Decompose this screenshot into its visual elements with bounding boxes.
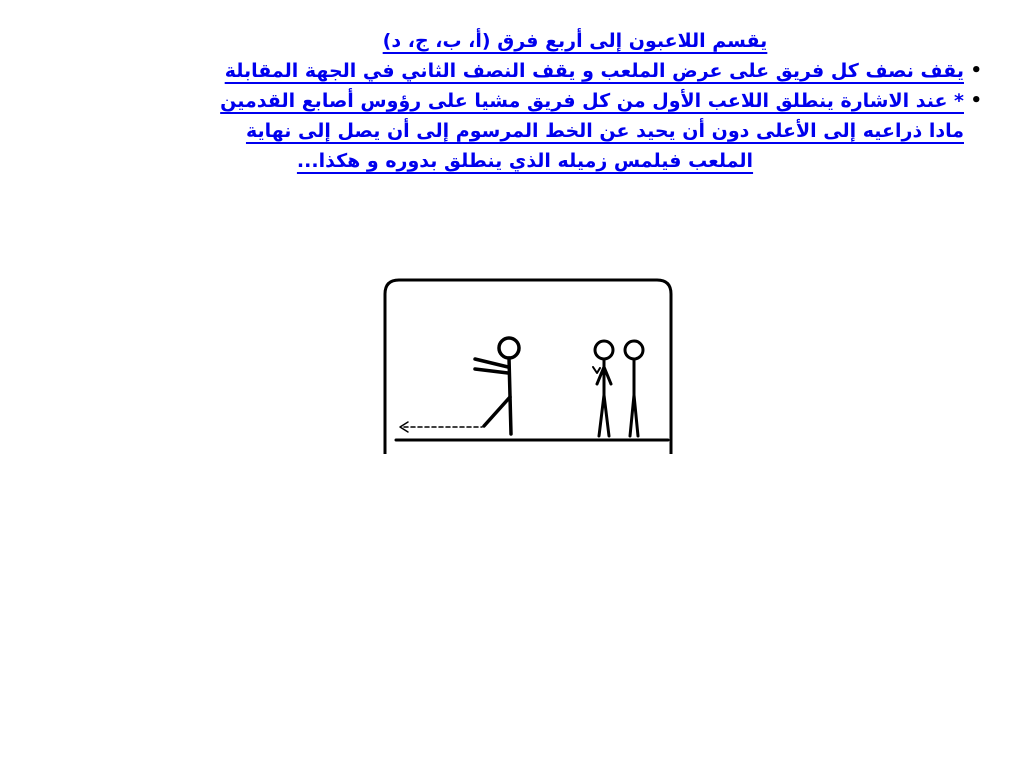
court-outline xyxy=(385,280,671,454)
court-illustration xyxy=(378,272,678,454)
bullet-icon: • xyxy=(970,60,982,81)
walking-player-figure xyxy=(475,338,519,434)
bullet-icon: • xyxy=(970,90,982,111)
bullet-item-1 xyxy=(80,56,980,86)
bullet-item-2 xyxy=(80,86,980,116)
bullet-item-2-continuation-last xyxy=(80,146,980,176)
bullet-text-1: يقف نصف كل فريق على عرض الملعب و يقف النصف الثاني في الجهة المقابلة xyxy=(224,60,964,82)
bullet-text-2-line-2: مادا ذراعيه إلى الأعلى دون أن يحيد عن الخط المرسوم إلى أن يصل إلى نهاية xyxy=(245,120,964,142)
standing-player-figure xyxy=(593,341,613,436)
stick-figures-court-icon xyxy=(378,272,678,454)
slide-text xyxy=(80,26,980,176)
bullet-text-2-line-3: الملعب فيلمس زميله الذي ينطلق بدوره و هكذا... xyxy=(296,150,754,172)
bullet-item-2-continuation xyxy=(80,116,980,146)
standing-player-figure xyxy=(625,341,643,436)
slide-title: يقسم اللاعبون إلى أربع فرق (أ، ب، ج، د) xyxy=(382,30,768,52)
bullet-text-2-line-1: * عند الاشارة ينطلق اللاعب الأول من كل فريق مشيا على رؤوس أصابع القدمين xyxy=(220,90,964,112)
